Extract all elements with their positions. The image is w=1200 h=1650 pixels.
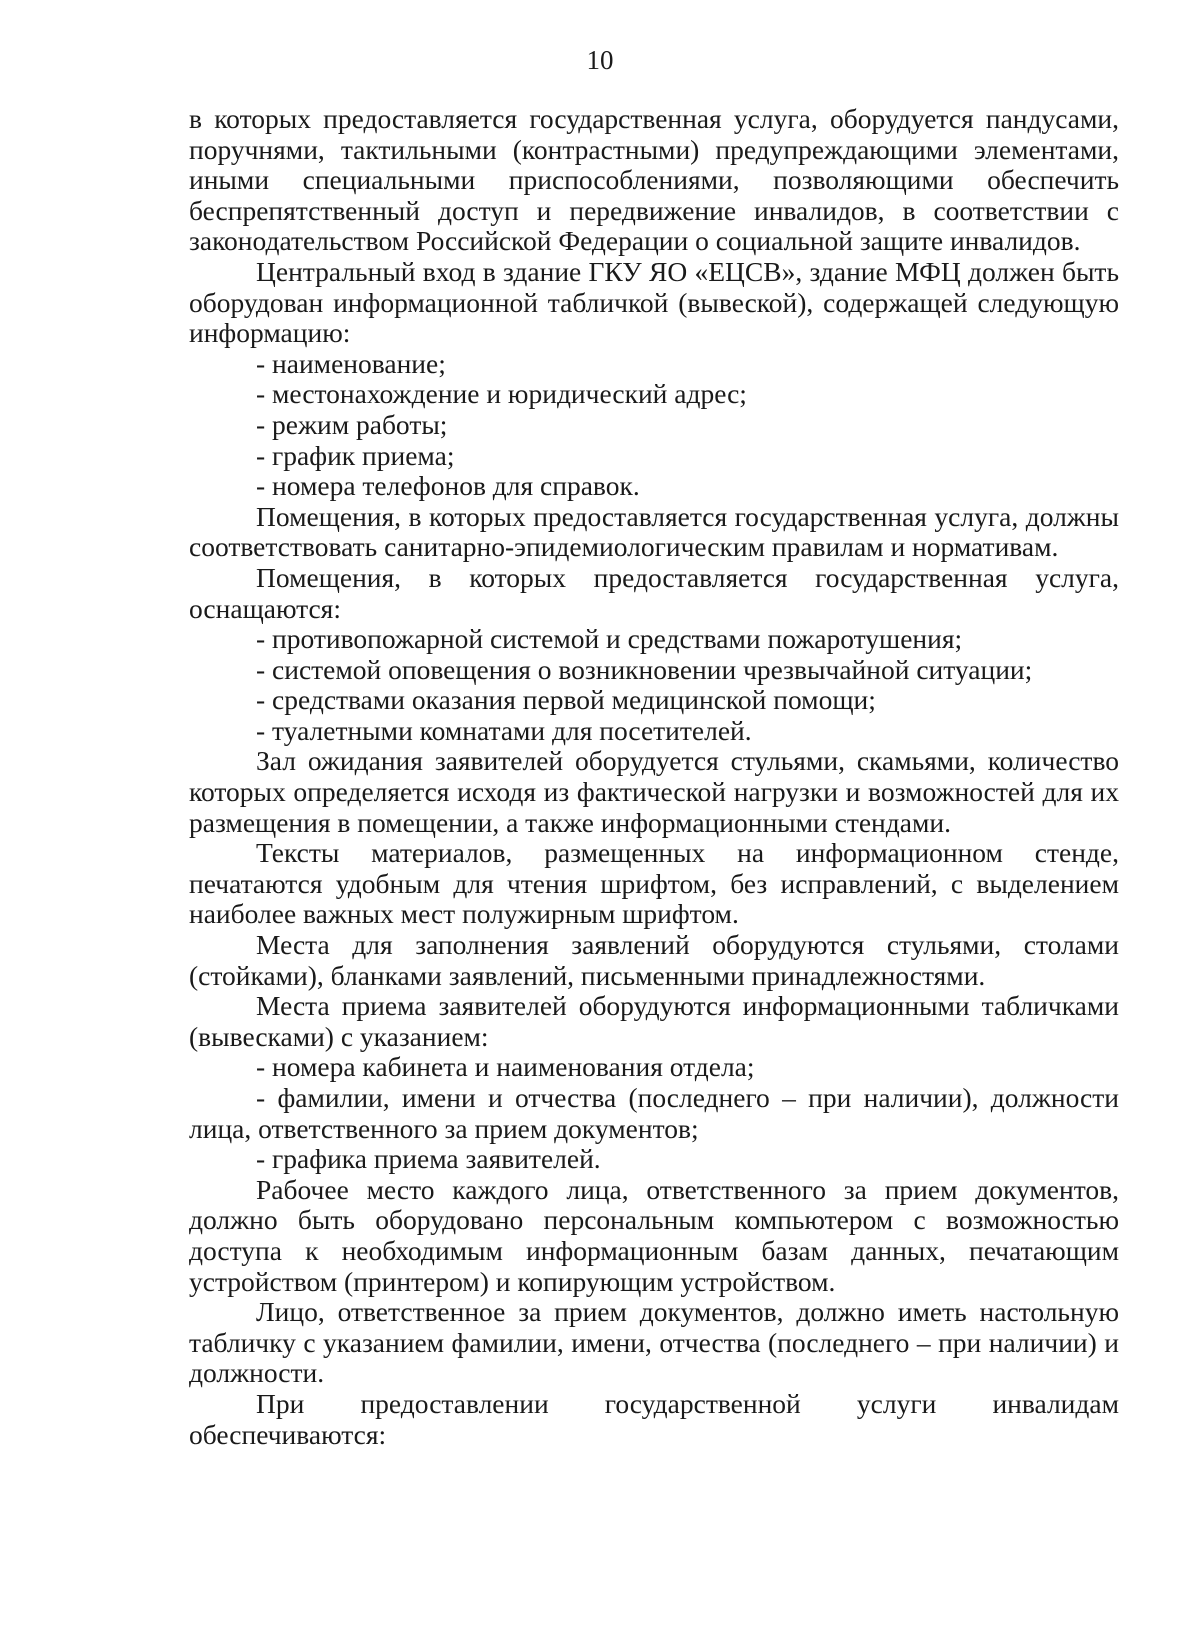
paragraph: При предоставлении государственной услуги инвалидам обеспечиваются: <box>189 1387 1119 1450</box>
page-number: 10 <box>586 45 614 75</box>
paragraph: в которых предоставляется государственная услуга, оборудуется пандусами, поручнями, тактильными (контрастными) предупреждающими элементами, иными специальными приспособлениями, позволяющими обеспечить беспрепятственный доступ и передвижение инвалидов, в соответствии с законодательством Российской Федерации о социальной защите инвалидов. <box>189 103 1119 257</box>
paragraph: Места приема заявителей оборудуются информационными табличками (вывесками) с указанием: <box>189 990 1119 1052</box>
list-item: - системой оповещения о возникновении чрезвычайной ситуации; <box>256 653 1033 685</box>
paragraph: Центральный вход в здание ГКУ ЯО «ЕЦСВ», здание МФЦ должен быть оборудован информационной табличкой (вывеской), содержащей следующую информацию: <box>189 255 1119 349</box>
paragraph: Места для заполнения заявлений оборудуются стульями, столами (стойками), бланками заявлений, письменными принадлежностями. <box>189 929 1119 991</box>
document-body <box>189 104 1119 1450</box>
list-item: - графика приема заявителей. <box>256 1143 601 1175</box>
list-item: - средствами оказания первой медицинской помощи; <box>256 684 876 716</box>
list-item: - режим работы; <box>256 408 448 440</box>
paragraph: Помещения, в которых предоставляется государственная услуга, оснащаются: <box>189 561 1119 624</box>
list-item: - номера телефонов для справок. <box>256 470 640 502</box>
paragraph: Лицо, ответственное за прием документов, должно иметь настольную табличку с указанием фамилии, имени, отчества (последнего – при наличии) и должности. <box>189 1296 1119 1389</box>
list-item: - наименование; <box>256 347 446 379</box>
list-item: - фамилии, имени и отчества (последнего – при наличии), должности лица, ответственного за прием документов; <box>189 1082 1119 1144</box>
list-item: - график приема; <box>256 439 455 471</box>
paragraph: Зал ожидания заявителей оборудуется стульями, скамьями, количество которых определяется исходя из фактической нагрузки и возможностей для их размещения в помещении, а также информационными стендами. <box>189 745 1119 838</box>
paragraph: Помещения, в которых предоставляется государственная услуга, должны соответствовать санитарно-эпидемиологическим правилам и нормативам. <box>189 500 1119 563</box>
list-item: - туалетными комнатами для посетителей. <box>256 714 752 746</box>
list-item: - местонахождение и юридический адрес; <box>256 378 747 410</box>
list-item: - противопожарной системой и средствами пожаротушения; <box>256 623 963 655</box>
list-item: - номера кабинета и наименования отдела; <box>256 1051 755 1083</box>
paragraph: Тексты материалов, размещенных на информационном стенде, печатаются удобным для чтения шрифтом, без исправлений, с выделением наиболее важных мест полужирным шрифтом. <box>189 837 1119 930</box>
paragraph: Рабочее место каждого лица, ответственного за прием документов, должно быть оборудовано персональным компьютером с возможностью доступа к необходимым информационным базам данных, печатающим устройством (принтером) и копирующим устройством. <box>189 1173 1119 1297</box>
